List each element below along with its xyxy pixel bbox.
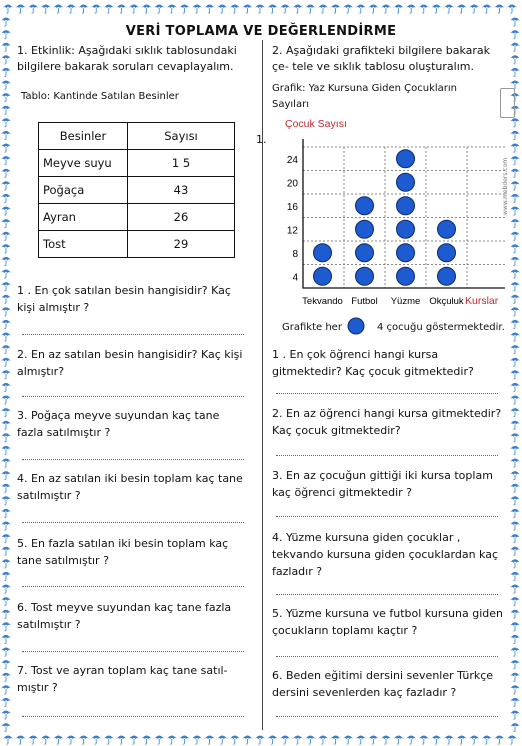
left-intro: 1. Etkinlik: Aşağıdaki sıklık tablosundaki bilgilere bakarak soruları cevaplayalım. [17,44,237,73]
umbrella-icon [41,736,51,745]
umbrella-icon [510,660,520,669]
site-badge-icon [500,88,515,118]
umbrella-icon [510,509,520,518]
umbrella-icon [510,282,520,291]
umbrella-icon [1,673,11,682]
umbrella-icon [167,736,177,745]
umbrella-icon [394,736,404,745]
answer-line[interactable] [276,715,498,717]
umbrella-icon [1,93,11,102]
umbrella-icon [510,622,520,631]
umbrella-icon [331,736,341,745]
y-tick-label: 24 [286,154,298,166]
umbrella-icon [510,383,520,392]
umbrella-icon [1,547,11,556]
child-symbol [397,197,415,215]
umbrella-icon [293,5,303,14]
umbrella-icon [16,5,26,14]
umbrella-icon [192,5,202,14]
umbrella-icon [507,736,517,745]
umbrella-icon [510,698,520,707]
child-symbol [314,244,332,262]
umbrella-icon [510,610,520,619]
umbrella-icon [510,408,520,417]
table-row [39,150,235,177]
child-symbol [438,220,456,238]
left-question: 5. En fazla satılan iki besin toplam kaç tane satılmıştır ? [17,537,229,567]
umbrella-icon [167,5,177,14]
umbrella-icon [242,5,252,14]
umbrella-icon [510,55,520,64]
umbrella-icon [343,5,353,14]
umbrella-icon [242,736,252,745]
answer-line[interactable] [22,521,244,523]
child-symbol [438,244,456,262]
umbrella-icon [79,736,89,745]
umbrella-icon [1,131,11,140]
table-header: Besinler [39,123,128,150]
answer-line[interactable] [22,333,244,335]
umbrella-icon [3,5,13,14]
umbrella-icon [356,736,366,745]
legend-symbol-icon [347,317,365,335]
umbrella-icon [53,736,63,745]
umbrella-icon [1,660,11,669]
left-column [17,43,245,105]
umbrella-icon [510,333,520,342]
umbrella-icon [482,5,492,14]
umbrella-icon [510,345,520,354]
umbrella-icon [154,5,164,14]
umbrella-icon [205,5,215,14]
table-cell: Poğaça [39,177,128,204]
answer-line[interactable] [276,454,498,456]
umbrella-icon [79,5,89,14]
child-symbol [356,267,374,285]
umbrella-icon [510,484,520,493]
page-title: VERİ TOPLAMA VE DEĞERLENDİRME [125,24,397,39]
table-cell: Meyve suyu [39,150,128,177]
umbrella-icon [1,257,11,266]
umbrella-icon [331,5,341,14]
umbrella-icon [318,736,328,745]
x-category-label: Okçuluk [429,296,464,307]
umbrella-icon [1,459,11,468]
umbrella-icon [129,5,139,14]
umbrella-icon [419,5,429,14]
umbrella-icon [255,736,265,745]
umbrella-icon [91,736,101,745]
umbrella-icon [510,723,520,732]
umbrella-icon [1,207,11,216]
umbrella-icon [1,408,11,417]
left-question: 7. Tost ve ayran toplam kaç tane satıl- mıştır ? [17,664,228,694]
umbrella-icon [510,43,520,52]
umbrella-icon [343,736,353,745]
umbrella-icon [66,5,76,14]
umbrella-icon [305,736,315,745]
umbrella-icon [1,723,11,732]
umbrella-icon [268,5,278,14]
umbrella-icon [510,68,520,77]
umbrella-icon [1,370,11,379]
umbrella-icon [1,648,11,657]
left-question: 1 . En çok satılan besin hangisidir? Kaç kişi almıştır ? [17,284,231,314]
umbrella-icon [510,446,520,455]
umbrella-icon [116,736,126,745]
right-column [272,43,502,113]
umbrella-icon [510,522,520,531]
umbrella-icon [381,736,391,745]
x-category-label: Tekvando [302,296,343,307]
umbrella-icon [1,144,11,153]
left-question: 4. En az satılan iki besin toplam kaç tane satılmıştır ? [17,472,243,502]
umbrella-icon [1,333,11,342]
y-tick-label: 4 [292,272,298,284]
umbrella-icon [116,5,126,14]
umbrella-icon [510,597,520,606]
answer-line[interactable] [22,715,244,717]
umbrella-icon [104,5,114,14]
umbrella-icon [510,496,520,505]
right-question: 1 . En çok öğrenci hangi kursa gitmektedir? Kaç çocuk gitmektedir? [272,348,474,378]
umbrella-icon [510,219,520,228]
umbrella-icon [1,585,11,594]
umbrella-icon [444,736,454,745]
watermark: www.mebders.com [502,157,509,215]
table-cell: Ayran [39,204,128,231]
umbrella-icon [510,534,520,543]
frequency-table [38,122,235,258]
table-header-row [39,123,235,150]
table-header: Sayısı [128,123,235,150]
umbrella-icon [1,471,11,480]
table-row [39,231,235,258]
right-question: 6. Beden eğitimi dersini sevenler Türkçe dersini sevenlerden kaç fazladır ? [272,669,494,699]
umbrella-icon [1,610,11,619]
umbrella-icon [1,156,11,165]
umbrella-icon [53,5,63,14]
umbrella-icon [510,459,520,468]
child-symbol [356,220,374,238]
table-cell: Tost [39,231,128,258]
umbrella-icon [1,522,11,531]
child-symbol [397,244,415,262]
umbrella-icon [1,270,11,279]
answer-line[interactable] [276,515,498,517]
umbrella-icon [230,5,240,14]
umbrella-icon [444,5,454,14]
umbrella-icon [406,736,416,745]
x-axis-label: Kurslar [465,295,499,307]
right-intro: 2. Aşağıdaki grafikteki bilgilere bakarak çe- tele ve sıklık tablosu oluşturalım. [272,44,490,73]
answer-line[interactable] [22,458,244,460]
umbrella-icon [1,358,11,367]
answer-line[interactable] [276,392,498,394]
y-tick-label: 20 [286,178,298,190]
umbrella-icon [482,736,492,745]
umbrella-icon [305,5,315,14]
umbrella-icon [1,534,11,543]
child-symbol [397,220,415,238]
y-ticks [287,155,299,284]
y-tick-label: 12 [286,225,298,237]
umbrella-icon [510,711,520,720]
umbrella-icon [1,181,11,190]
umbrella-icon [1,572,11,581]
umbrella-icon [1,320,11,329]
table-row [39,177,235,204]
umbrella-icon [457,5,467,14]
umbrella-icon [192,736,202,745]
umbrella-icon [1,396,11,405]
answer-line[interactable] [276,593,498,595]
umbrella-icon [510,471,520,480]
umbrella-icon [510,635,520,644]
umbrella-icon [1,698,11,707]
marker-number: 1. [256,133,267,146]
umbrella-icon [457,736,467,745]
x-category-label: Futbol [351,296,378,307]
umbrella-icon [66,736,76,745]
umbrella-icon [1,509,11,518]
umbrella-icon [494,5,504,14]
table-cell: 26 [128,204,235,231]
umbrella-icon [179,5,189,14]
x-category-label: Yüzme [390,296,421,307]
umbrella-icon [431,736,441,745]
umbrella-icon [510,572,520,581]
umbrella-icon [510,370,520,379]
umbrella-icon [1,383,11,392]
table-caption: Tablo: Kantinde Satılan Besinler [21,91,179,102]
umbrella-icon [507,5,517,14]
umbrella-icon [217,736,227,745]
child-symbol [438,267,456,285]
umbrella-icon [16,736,26,745]
umbrella-icon [510,257,520,266]
umbrella-icon [1,622,11,631]
umbrella-icon [129,736,139,745]
umbrella-icon [1,81,11,90]
umbrella-icon [1,244,11,253]
y-tick-label: 16 [286,201,298,213]
answer-line[interactable] [22,650,244,652]
umbrella-icon [268,736,278,745]
umbrella-icon [1,68,11,77]
child-symbol [314,267,332,285]
left-question: 3. Poğaça meyve suyundan kaç tane fazla satılmıştır ? [17,409,220,439]
umbrella-icon [28,5,38,14]
umbrella-icon [1,433,11,442]
umbrella-icon [510,270,520,279]
umbrella-icon [1,711,11,720]
right-question: 4. Yüzme kursuna giden çocuklar , tekvando kursuna giden çocuklardan kaç fazladır ? [272,531,499,578]
umbrella-icon [1,169,11,178]
legend-suffix: 4 çocuğu göstermektedir. [377,322,505,333]
child-symbol [397,150,415,168]
answer-line[interactable] [22,395,244,397]
umbrella-icon [510,232,520,241]
umbrella-icon [356,5,366,14]
umbrella-icon [1,232,11,241]
umbrella-icon [1,295,11,304]
umbrella-icon [510,433,520,442]
umbrella-icon [154,736,164,745]
umbrella-icon [1,219,11,228]
umbrella-icon [1,194,11,203]
table-cell: 43 [128,177,235,204]
umbrella-icon [1,597,11,606]
child-symbol [356,197,374,215]
umbrella-icon [510,396,520,405]
umbrella-icon [142,736,152,745]
right-question: 2. En az öğrenci hangi kursa gitmektedir? Kaç çocuk gitmektedir? [272,407,502,437]
umbrella-icon [510,244,520,253]
umbrella-icon [469,736,479,745]
umbrella-icon [510,559,520,568]
umbrella-icon [318,5,328,14]
umbrella-icon [1,307,11,316]
y-axis-label: Çocuk Sayısı [285,118,347,130]
umbrella-icon [510,685,520,694]
pictograph-chart [265,110,505,310]
umbrella-icon [91,5,101,14]
umbrella-icon [1,345,11,354]
umbrella-icon [394,5,404,14]
umbrella-icon [510,547,520,556]
right-question: 5. Yüzme kursuna ve futbol kursuna giden çocukların toplamı kaçtır ? [272,607,504,637]
umbrella-icon [179,736,189,745]
legend-prefix: Grafikte her [282,322,342,333]
umbrella-icon [419,736,429,745]
umbrella-icon [28,736,38,745]
umbrella-icon [510,358,520,367]
umbrella-icon [1,446,11,455]
umbrella-icon [3,736,13,745]
umbrella-icon [217,5,227,14]
umbrella-icon [293,736,303,745]
graph-caption: Grafik: Yaz Kursuna Giden Çocukların Sayıları [272,83,458,110]
umbrella-icon [368,5,378,14]
umbrella-icon [1,55,11,64]
umbrella-icon [1,106,11,115]
umbrella-icon [255,5,265,14]
child-symbol [356,244,374,262]
left-question: 6. Tost meyve suyundan kaç tane fazla satılmıştır ? [17,601,232,631]
umbrella-icon [1,282,11,291]
table-cell: 29 [128,231,235,258]
table-row [39,204,235,231]
umbrella-icon [104,736,114,745]
table-cell: 1 5 [128,150,235,177]
umbrella-icon [1,421,11,430]
umbrella-icon [368,736,378,745]
answer-line[interactable] [22,585,244,587]
umbrella-icon [1,559,11,568]
umbrella-icon [1,118,11,127]
umbrella-icon [510,648,520,657]
umbrella-icon [1,484,11,493]
y-tick-label: 8 [292,248,298,260]
umbrella-icon [1,685,11,694]
umbrella-icon [431,5,441,14]
umbrella-icon [510,320,520,329]
child-symbol [397,173,415,191]
child-symbol [397,267,415,285]
umbrella-icon [41,5,51,14]
umbrella-icon [510,295,520,304]
umbrella-icon [510,307,520,316]
umbrella-icon [1,43,11,52]
left-question: 2. En az satılan besin hangisidir? Kaç kişi almıştır? [17,348,243,378]
umbrella-icon [406,5,416,14]
umbrella-icon [280,5,290,14]
umbrella-icon [1,635,11,644]
umbrella-icon [1,496,11,505]
umbrella-icon [280,736,290,745]
umbrella-icon [510,421,520,430]
answer-line[interactable] [276,655,498,657]
umbrella-icon [510,585,520,594]
umbrella-icon [494,736,504,745]
umbrella-icon [205,736,215,745]
x-categories [302,296,464,307]
umbrella-icon [381,5,391,14]
umbrella-icon [142,5,152,14]
umbrella-icon [510,673,520,682]
right-question: 3. En az çocuğun gittiği iki kursa toplam kaç öğrenci gitmektedir ? [272,469,493,499]
umbrella-icon [469,5,479,14]
umbrella-icon [230,736,240,745]
